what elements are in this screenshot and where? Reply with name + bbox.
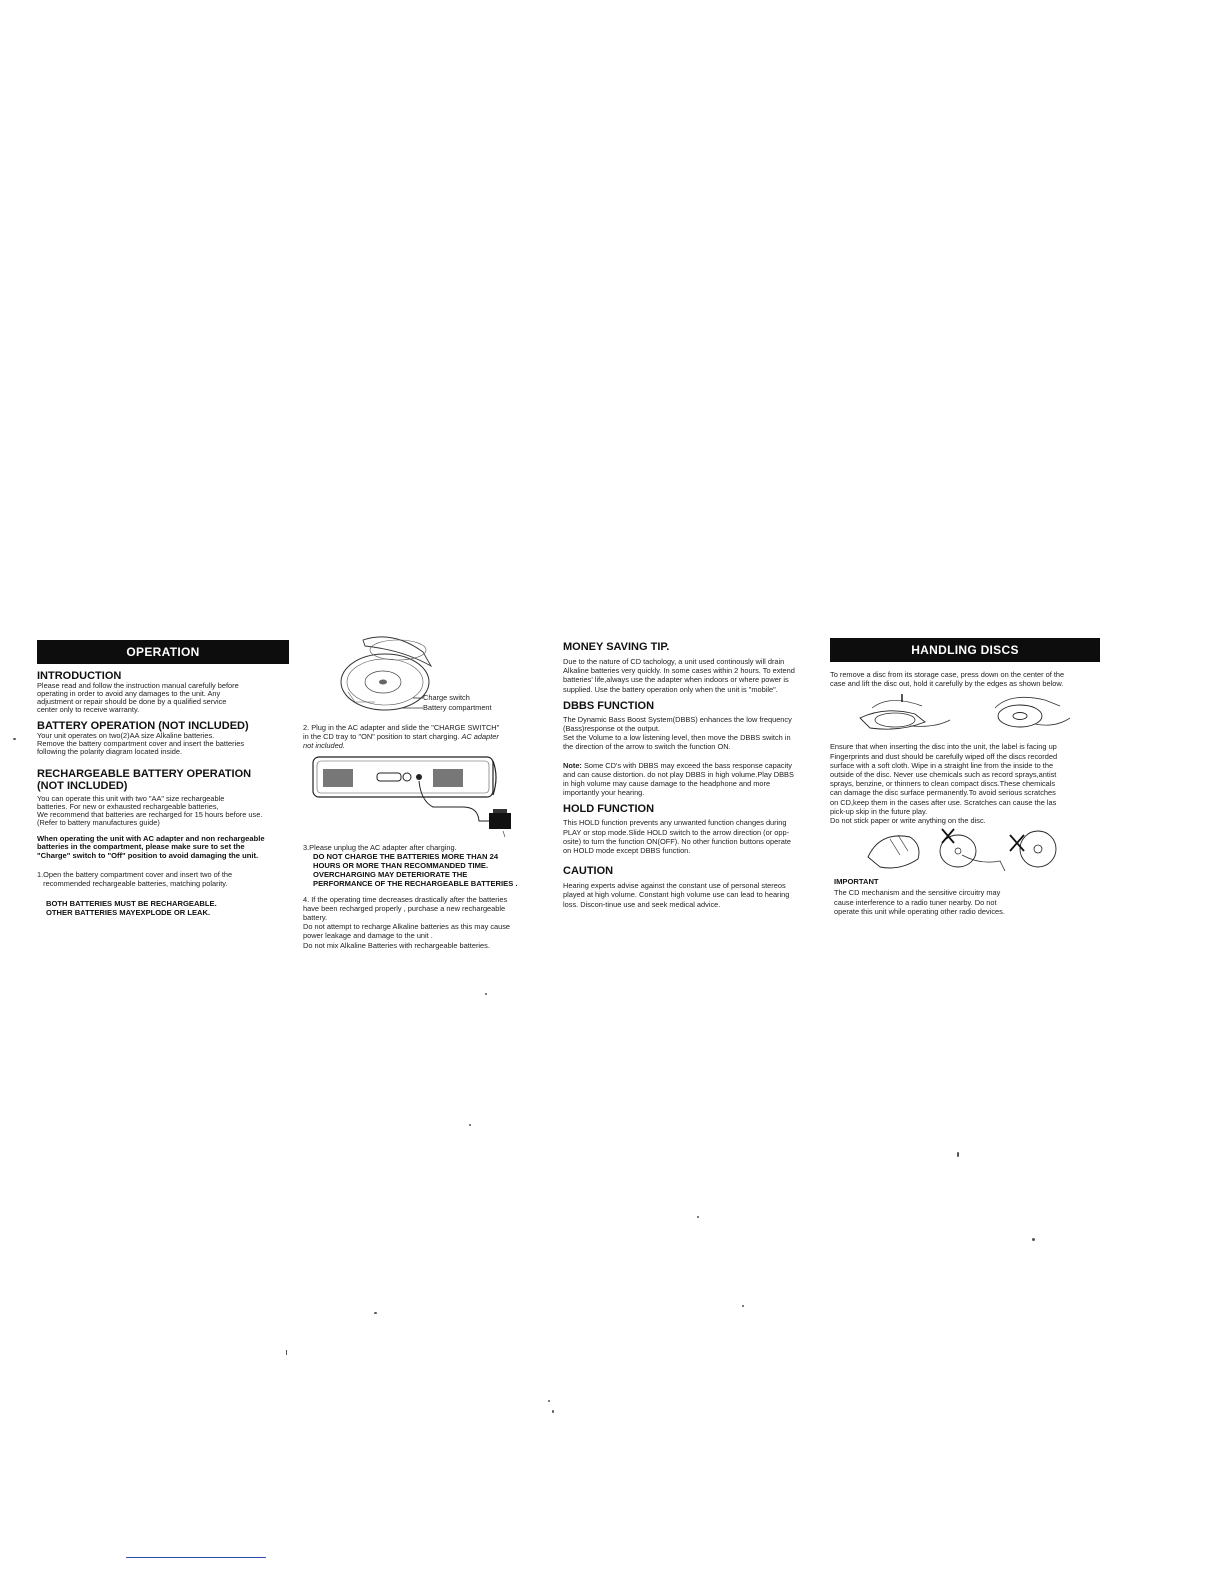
column-functions	[563, 641, 818, 909]
scan-speck	[742, 1305, 744, 1307]
rechargeable-heading: RECHARGEABLE BATTERY OPERATION	[37, 768, 252, 780]
scan-speck	[697, 1216, 699, 1218]
text-line: (Refer to battery manufactures guide)	[37, 818, 160, 827]
text-line: Fingerprints and dust should be carefully wiped off the discs recorded	[830, 751, 1058, 761]
text-line: the direction of the arrow to switch the function ON.	[563, 742, 731, 752]
warning-line: "Charge" switch to "Off" position to avoid damaging the unit.	[37, 850, 259, 860]
step-1-line: 1.Open the battery compartment cover and insert two of the	[37, 870, 233, 880]
text-line: loss. Discon-tinue use and seek medical advice.	[563, 899, 721, 909]
battery-operation-heading: BATTERY OPERATION (NOT INCLUDED)	[37, 720, 249, 732]
step-4-line: power leakage and damage to the unit .	[303, 931, 433, 941]
text-line: played at high volume. Constant high volume use can lead to hearing	[563, 890, 790, 900]
text-line: on CD,keep them in the cases after use. Scratches can cause the las	[830, 797, 1057, 807]
dbbs-heading: DBBS FUNCTION	[563, 699, 655, 712]
scan-speck	[286, 1350, 287, 1355]
text-line: Due to the nature of CD tachology, a unit used continously will drain	[563, 657, 785, 666]
step-3-warning: DO NOT CHARGE THE BATTERIES MORE THAN 24	[313, 851, 499, 861]
introduction-heading: INTRODUCTION	[37, 670, 122, 682]
scan-speck	[548, 1400, 550, 1402]
text-line: The CD mechanism and the sensitive circuitry may	[834, 888, 1001, 898]
text-line: in high volume may cause damage to the headphone and more	[563, 779, 771, 789]
caution-heading: CAUTION	[563, 865, 614, 878]
introduction-text	[37, 682, 289, 714]
text-line: We recommend that batteries are recharged for 15 hours before use.	[37, 810, 263, 819]
step-3-line: 3.Please unplug the AC adapter after charging.	[303, 842, 457, 852]
handling-discs-banner: HANDLING DISCS	[830, 638, 1100, 662]
text-line: case and lift the disc out, hold it carefully by the edges as shown below.	[830, 679, 1064, 689]
text-line: (Bass)response ot the output.	[563, 724, 660, 734]
scan-speck	[1032, 1238, 1035, 1241]
text-line: and can cause distortion. do not play DBBS in high volume.Play DBBS	[563, 769, 794, 779]
step-3-warning: PERFORMANCE OF THE RECHARGEABLE BATTERIES .	[313, 879, 518, 889]
text-line: To remove a disc from its storage case, press down on the center of the	[830, 670, 1065, 679]
text-line: This HOLD function prevents any unwanted function changes during	[563, 818, 787, 828]
disc-removal-illustration	[830, 688, 1100, 742]
text-line: following the polarity diagram located inside.	[37, 747, 183, 756]
step-3-warning: HOURS OR MORE THAN RECOMMANDED TIME.	[313, 861, 489, 871]
text-line: operating in order to avoid any damages to the unit. Any	[37, 689, 221, 698]
text-line: Hearing experts advise against the constant use of personal stereos	[563, 881, 786, 891]
text-line: Ensure that when inserting the disc into the unit, the label is facing up	[830, 742, 1057, 752]
note-line-wrap	[563, 761, 818, 770]
step-4-line: battery.	[303, 913, 328, 923]
step-1-line: recommended rechargeable batteries, matching polarity.	[37, 879, 228, 889]
scan-speck	[374, 1312, 377, 1314]
hold-function-heading: HOLD FUNCTION	[563, 803, 655, 816]
text-line: The Dynamic Bass Boost System(DBBS) enhances the low frequency	[563, 714, 792, 724]
adapter-note: AC adapter	[461, 732, 499, 742]
step-4-line: Do not attempt to recharge Alkaline batteries as this may cause	[303, 922, 511, 932]
text-line: cause interference to a radio tuner nearby. Do not	[834, 897, 997, 907]
text-line: You can operate this unit with two "AA" size rechargeable	[37, 794, 225, 803]
disc-care-illustration	[830, 825, 1100, 877]
scan-speck	[13, 738, 16, 740]
text-line: batteries. For new or exhausted rechargeable batteries,	[37, 802, 219, 811]
step-2-line: 2. Plug in the AC adapter and slide the "CHARGE SWITCH"	[303, 723, 500, 732]
column-operation	[37, 640, 289, 917]
text-line: osite) to turn the function ON(OFF). No other function buttons operate	[563, 836, 791, 846]
text-line: batteries' life,always use the adapter when indoors or where power is	[563, 675, 789, 685]
text-line: adjustment or repair should be done by a qualified service	[37, 697, 227, 706]
step-3-warning: OVERCHARGING MAY DETERIORATE THE	[313, 870, 468, 880]
text-line: surface with a soft cloth. Wipe in a straight line from the inside to the	[830, 760, 1054, 770]
text-line: supplied. Use the battery operation only when the unit is "mobile".	[563, 684, 778, 694]
money-saving-heading: MONEY SAVING TIP.	[563, 641, 670, 653]
column-charging	[303, 632, 548, 950]
text-line: operate this unit while operating other radio devices.	[834, 906, 1005, 916]
operation-banner: OPERATION	[37, 640, 289, 664]
step-4-line: 4. If the operating time decreases drastically after the batteries	[303, 894, 508, 904]
scan-speck	[469, 1124, 471, 1126]
warning-line: batteries in the compartment, please make sure to set the	[37, 842, 245, 852]
text-line: Alkaline batteries very quickly. In some cases within 2 hours. To extend	[563, 666, 795, 676]
text-line: Do not stick paper or write anything on the disc.	[830, 816, 986, 826]
text-line: Some CD's with DBBS may exceed the bass response capacity	[581, 760, 792, 770]
warning-line: When operating the unit with AC adapter and non rechargeable	[37, 834, 265, 843]
battery-caution-line: BOTH BATTERIES MUST BE RECHARGEABLE.	[46, 898, 217, 908]
step-2-line-wrap	[303, 732, 548, 741]
battery-compartment-label: Battery compartment	[423, 703, 492, 712]
important-heading: IMPORTANT	[834, 877, 879, 887]
text-line: Your unit operates on two(2)AA size Alkaline batteries.	[37, 731, 215, 740]
step-4-line: have been recharged properly , purchase a new rechargeable	[303, 903, 506, 913]
charge-switch-label: Charge switch	[423, 693, 470, 702]
text-line: sprays, benzine, or thinners to clean compact discs.These chemicals	[830, 779, 1056, 789]
scan-speck	[552, 1410, 554, 1413]
note-label: Note:	[563, 760, 582, 770]
text-line: Remove the battery compartment cover and insert the batteries	[37, 739, 245, 748]
adapter-note-continued: not included.	[303, 741, 345, 751]
step-4-line: Do not mix Alkaline Batteries with rechargeable batteries.	[303, 940, 490, 950]
step-2-line: in the CD tray to "ON" position to start charging.	[303, 732, 460, 742]
text-line: importantly your hearing.	[563, 788, 645, 798]
text-line: on HOLD mode except DBBS function.	[563, 846, 691, 856]
text-line: PLAY or stop mode.Slide HOLD switch to the arrow direction (or opp-	[563, 827, 790, 837]
text-line: center only to receive warranty.	[37, 705, 140, 714]
scan-speck	[957, 1152, 959, 1157]
text-line: Set the Volume to a low listening level, then move the DBBS switch in	[563, 733, 791, 743]
cd-player-figure	[303, 632, 548, 720]
text-line: pick-up skip in the future play.	[830, 806, 928, 816]
ac-adapter-illustration	[303, 751, 548, 843]
text-line: can damage the disc surface permanently.To avoid serious scratches	[830, 788, 1056, 798]
text-line: outside of the disc. Never use chemicals such as record sprays,antist	[830, 770, 1057, 780]
scan-speck	[485, 993, 487, 995]
column-handling-discs	[830, 638, 1100, 916]
battery-caution-line: OTHER BATTERIES MAYEXPLODE OR LEAK.	[46, 907, 211, 917]
bottom-rule	[126, 1557, 266, 1558]
rechargeable-heading-sub: (NOT INCLUDED)	[37, 780, 128, 792]
text-line: Please read and follow the instruction manual carefully before	[37, 681, 239, 690]
